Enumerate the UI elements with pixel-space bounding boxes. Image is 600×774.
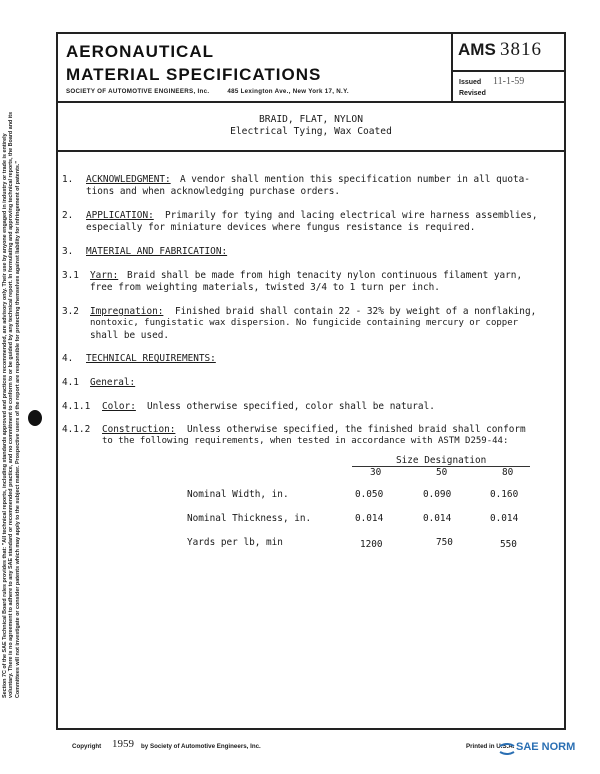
section-4-1-2-line2: to the following requirements, when tested in accordance with ASTM D259-44: xyxy=(102,436,509,446)
footer-copyright-label: Copyright xyxy=(72,743,102,750)
table-cell: 0.050 xyxy=(355,489,384,500)
header-divider xyxy=(56,101,566,103)
footer-year: 1959 xyxy=(112,738,134,750)
table-cell: 0.160 xyxy=(490,489,519,500)
header-society xyxy=(66,88,367,95)
section-3-2-line2: nontoxic, fungistatic wax dispersion. No fungicide containing mercury or copper xyxy=(90,318,519,328)
table-cell: 0.090 xyxy=(423,489,452,500)
table-cell: 750 xyxy=(436,537,453,548)
section-4-1-1-number: 4.1.1 xyxy=(62,401,91,412)
section-1-heading: ACKNOWLEDGMENT: xyxy=(86,174,171,185)
section-4-1-2-heading: Construction: xyxy=(102,424,176,435)
section-3-1-line1: Braid shall be made from high tenacity nylon continuous filament yarn, xyxy=(127,270,523,281)
section-1-line1: A vendor shall mention this specification number in all quota- xyxy=(180,174,530,185)
header-title-line1: AERONAUTICAL xyxy=(66,42,214,61)
section-4-1-heading: General: xyxy=(90,377,136,388)
section-3-number: 3. xyxy=(62,246,74,257)
society-name: SOCIETY OF AUTOMOTIVE ENGINEERS, Inc. xyxy=(66,88,210,95)
issued-label: Issued xyxy=(459,79,482,86)
binder-hole-mark xyxy=(28,410,42,426)
spec-title: BRAID, FLAT, NYLON xyxy=(259,114,363,125)
revised-label: Revised xyxy=(459,90,486,97)
table-row-label: Yards per lb, min xyxy=(187,537,283,548)
section-3-2-line3: shall be used. xyxy=(90,330,170,341)
section-4-number: 4. xyxy=(62,353,74,364)
footer-society: by Society of Automotive Engineers, Inc. xyxy=(141,743,261,750)
footer-printed: Printed in U.S.A. xyxy=(466,743,515,750)
table-cell: 0.014 xyxy=(423,513,452,524)
section-4-1-2-line1: Unless otherwise specified, the finished braid shall conform xyxy=(187,424,526,435)
section-3-2-heading: Impregnation: xyxy=(90,306,164,317)
table-col-80: 80 xyxy=(502,467,514,478)
section-4-1-number: 4.1 xyxy=(62,377,79,388)
ams-number: 3816 xyxy=(500,39,542,60)
table-group-header: Size Designation xyxy=(396,455,487,466)
section-2-number: 2. xyxy=(62,210,74,221)
watermark-logo-text: SAE NORM xyxy=(516,741,576,753)
section-4-heading: TECHNICAL REQUIREMENTS: xyxy=(86,353,216,364)
sae-technical-board-notice: Section 7C of the SAE Technical Board rules provides that: "All technical reports, including standards approved and practices recommended, are advisory only. Their use by anyone engaged in industry or trade is entirely voluntary. There is no agreement to adhere to any SAE standard or recommended practice, and no commitment to conform to or be guided by any technical report. In formulating and approving technical reports, the Board and its Committees will not investigate or consider patents which may apply to the subject matter. Prospective users of the report are responsible for protecting themselves against liability for infringement of patents." xyxy=(2,111,21,698)
table-row-label: Nominal Thickness, in. xyxy=(187,513,312,524)
ams-label: AMS xyxy=(458,40,496,59)
issued-date: 11-1-59 xyxy=(493,76,525,87)
sae-logo-icon xyxy=(498,742,516,756)
title-divider xyxy=(56,150,566,152)
table-col-30: 30 xyxy=(370,467,382,478)
table-row-label: Nominal Width, in. xyxy=(187,489,289,500)
section-3-2-line1: Finished braid shall contain 22 - 32% by weight of a nonflaking, xyxy=(175,306,537,317)
header-title-line2: MATERIAL SPECIFICATIONS xyxy=(66,65,322,84)
section-2-line2: especially for miniature devices where fungus resistance is required. xyxy=(86,222,476,233)
table-col-50: 50 xyxy=(436,467,448,478)
table-cell: 0.014 xyxy=(355,513,384,524)
section-4-1-1-heading: Color: xyxy=(102,401,136,412)
table-cell: 1200 xyxy=(360,539,383,550)
section-3-1-line2: free from weighting materials, twisted 3/4 to 1 turn per inch. xyxy=(90,282,440,293)
section-3-1-heading: Yarn: xyxy=(90,270,119,281)
table-cell: 550 xyxy=(500,539,517,550)
table-cell: 0.014 xyxy=(490,513,519,524)
spec-subtitle: Electrical Tying, Wax Coated xyxy=(230,126,392,137)
society-address: 485 Lexington Ave., New York 17, N.Y. xyxy=(227,88,349,95)
section-2-heading: APPLICATION: xyxy=(86,210,154,221)
section-3-2-number: 3.2 xyxy=(62,306,79,317)
section-3-1-number: 3.1 xyxy=(62,270,79,281)
section-4-1-1-line1: Unless otherwise specified, color shall be natural. xyxy=(147,401,435,412)
section-1-number: 1. xyxy=(62,174,74,185)
section-1-line2: tions and when acknowledging purchase orders. xyxy=(86,186,340,197)
section-3-heading: MATERIAL AND FABRICATION: xyxy=(86,246,228,257)
section-4-1-2-number: 4.1.2 xyxy=(62,424,91,435)
section-2-line1: Primarily for tying and lacing electrical wire harness assemblies, xyxy=(165,210,538,221)
